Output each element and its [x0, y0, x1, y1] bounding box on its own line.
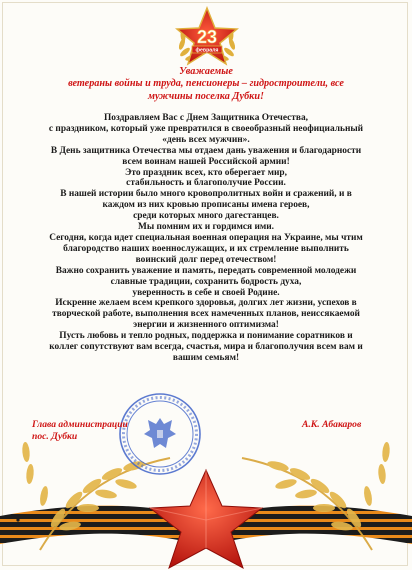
- body-line: всем воинам нашей Российской армии!: [122, 156, 290, 167]
- body-line: славные традиции, сохранить бодрость духа,: [110, 276, 302, 287]
- greeting-line: мужчины поселка Дубки!: [148, 90, 264, 102]
- body-line: каждом из них кровью прописаны имена героев,: [102, 200, 310, 211]
- official-seal: [116, 390, 204, 478]
- emblem-caption: февраля: [195, 47, 219, 54]
- emblem-number: 23: [196, 27, 218, 47]
- signature-name: А.К. Абакаров: [302, 419, 362, 430]
- body-line: воинский долг перед отечеством!: [135, 254, 277, 265]
- body-line: среди которых много дагестанцев.: [133, 211, 279, 222]
- body-line: стабильность и благополучие России.: [126, 178, 286, 189]
- body-line: энергии и жизненного оптимизма!: [133, 320, 279, 331]
- body-line: Поздравляем Вас с Днем Защитника Отечества,: [104, 113, 308, 123]
- body-line: с праздником, который уже превратился в своеобразный неофициальный: [48, 123, 364, 134]
- body-line: Мы помним их и гордимся ими.: [138, 222, 274, 233]
- body-line: благородство наших военнослужащих, и их стремление выполнить: [63, 243, 349, 254]
- body-line: Сегодня, когда идет специальная военная операция на Украине, мы чтим: [49, 232, 363, 243]
- body-line: Искренне желаем всем крепкого здоровья, долгих лет жизни, успехов в: [55, 298, 357, 309]
- body-line: «день всех мужчин».: [162, 134, 250, 145]
- letter-body: [10, 113, 402, 364]
- body-line: В День защитника Отечества мы отдаем дань уважения и благодарности: [50, 145, 362, 156]
- body-line: творческой работе, выполнения всех намеченных планов, неиссякаемой: [52, 309, 360, 320]
- body-line: Важно сохранить уважение и память, передать современной молодежи: [55, 265, 357, 276]
- double-headed-eagle-icon: [144, 418, 176, 448]
- signature-position: [32, 419, 128, 442]
- signature-position-line: пос. Дубки: [32, 430, 78, 442]
- greeting-heading: [30, 66, 382, 103]
- star-emblem-23-february: [171, 6, 243, 70]
- body-line: уверенность в себе и своей Родине.: [132, 287, 280, 298]
- body-line: коллег сопутствуют вам всегда, счастья, мира и благополучия всем вам и: [49, 342, 363, 353]
- greeting-line: Уважаемые: [179, 66, 233, 77]
- body-line: Пусть любовь и тепло родных, поддержка и понимание соратников и: [59, 331, 353, 342]
- signature-position-line: Глава администрации: [32, 419, 128, 430]
- body-line: вашим семьям!: [172, 352, 240, 363]
- body-line: В нашей истории было много кровопролитных войн и сражений, и в: [60, 189, 352, 200]
- body-line: Это праздник всех, кто оберегает мир,: [125, 167, 287, 178]
- greeting-line: ветераны войны и труда, пенсионеры – гидростроители, все: [68, 78, 344, 90]
